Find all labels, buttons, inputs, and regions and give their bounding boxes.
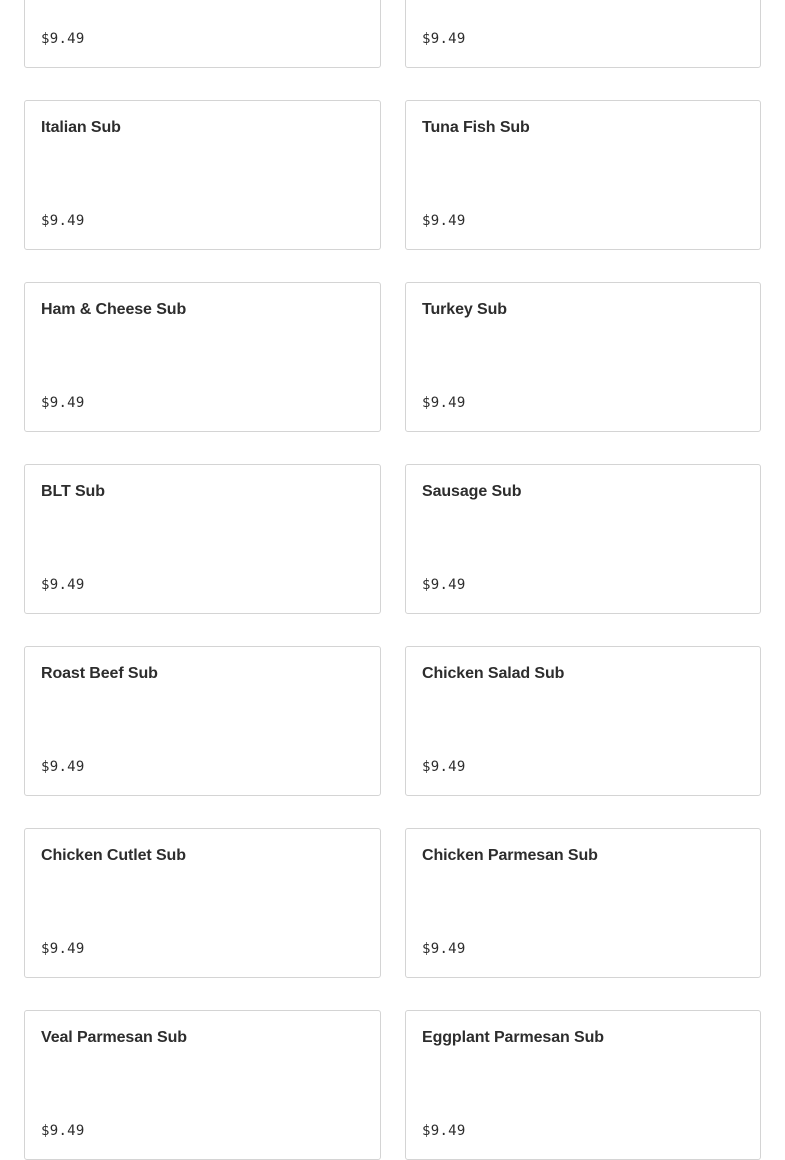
menu-item-price: $9.49	[422, 941, 466, 957]
menu-item-name: Turkey Sub	[422, 301, 507, 318]
menu-item-name: Ham & Cheese Sub	[41, 301, 187, 318]
menu-item-name: Roast Beef Sub	[41, 665, 158, 682]
menu-item-price: $9.49	[41, 1123, 85, 1139]
menu-item-price: $9.49	[422, 395, 466, 411]
menu-item-price: $9.49	[422, 577, 466, 593]
menu-item-card[interactable]	[24, 828, 381, 978]
menu-item-card[interactable]	[24, 1010, 381, 1160]
menu-item-price: $9.49	[422, 1123, 466, 1139]
menu-item-card[interactable]	[24, 0, 381, 68]
menu-item-name: Chicken Salad Sub	[422, 665, 565, 682]
menu-item-price: $9.49	[41, 213, 85, 229]
menu-item-card[interactable]	[24, 282, 381, 432]
menu-item-grid	[24, 0, 761, 1160]
menu-item-name: Chicken Cutlet Sub	[41, 847, 186, 864]
menu-item-name: Sausage Sub	[422, 483, 522, 500]
menu-item-price: $9.49	[422, 31, 466, 47]
menu-item-card[interactable]	[405, 0, 761, 68]
menu-item-card[interactable]	[405, 464, 761, 614]
menu-item-price: $9.49	[41, 577, 85, 593]
menu-item-card[interactable]	[24, 646, 381, 796]
menu-item-name: Eggplant Parmesan Sub	[422, 1029, 604, 1046]
menu-item-price: $9.49	[41, 395, 85, 411]
menu-item-name: Chicken Parmesan Sub	[422, 847, 598, 864]
menu-item-price: $9.49	[41, 31, 85, 47]
menu-item-card[interactable]	[405, 828, 761, 978]
menu-item-card[interactable]	[24, 100, 381, 250]
menu-item-name: Italian Sub	[41, 119, 121, 136]
menu-item-card[interactable]	[405, 282, 761, 432]
menu-item-name: Tuna Fish Sub	[422, 119, 530, 136]
menu-item-price: $9.49	[41, 759, 85, 775]
menu-item-card[interactable]	[405, 1010, 761, 1160]
menu-item-card[interactable]	[24, 464, 381, 614]
menu-item-price: $9.49	[422, 213, 466, 229]
menu-item-card[interactable]	[405, 646, 761, 796]
menu-item-card[interactable]	[405, 100, 761, 250]
menu-item-price: $9.49	[422, 759, 466, 775]
menu-item-name: Veal Parmesan Sub	[41, 1029, 187, 1046]
menu-item-name: BLT Sub	[41, 483, 105, 500]
menu-item-price: $9.49	[41, 941, 85, 957]
